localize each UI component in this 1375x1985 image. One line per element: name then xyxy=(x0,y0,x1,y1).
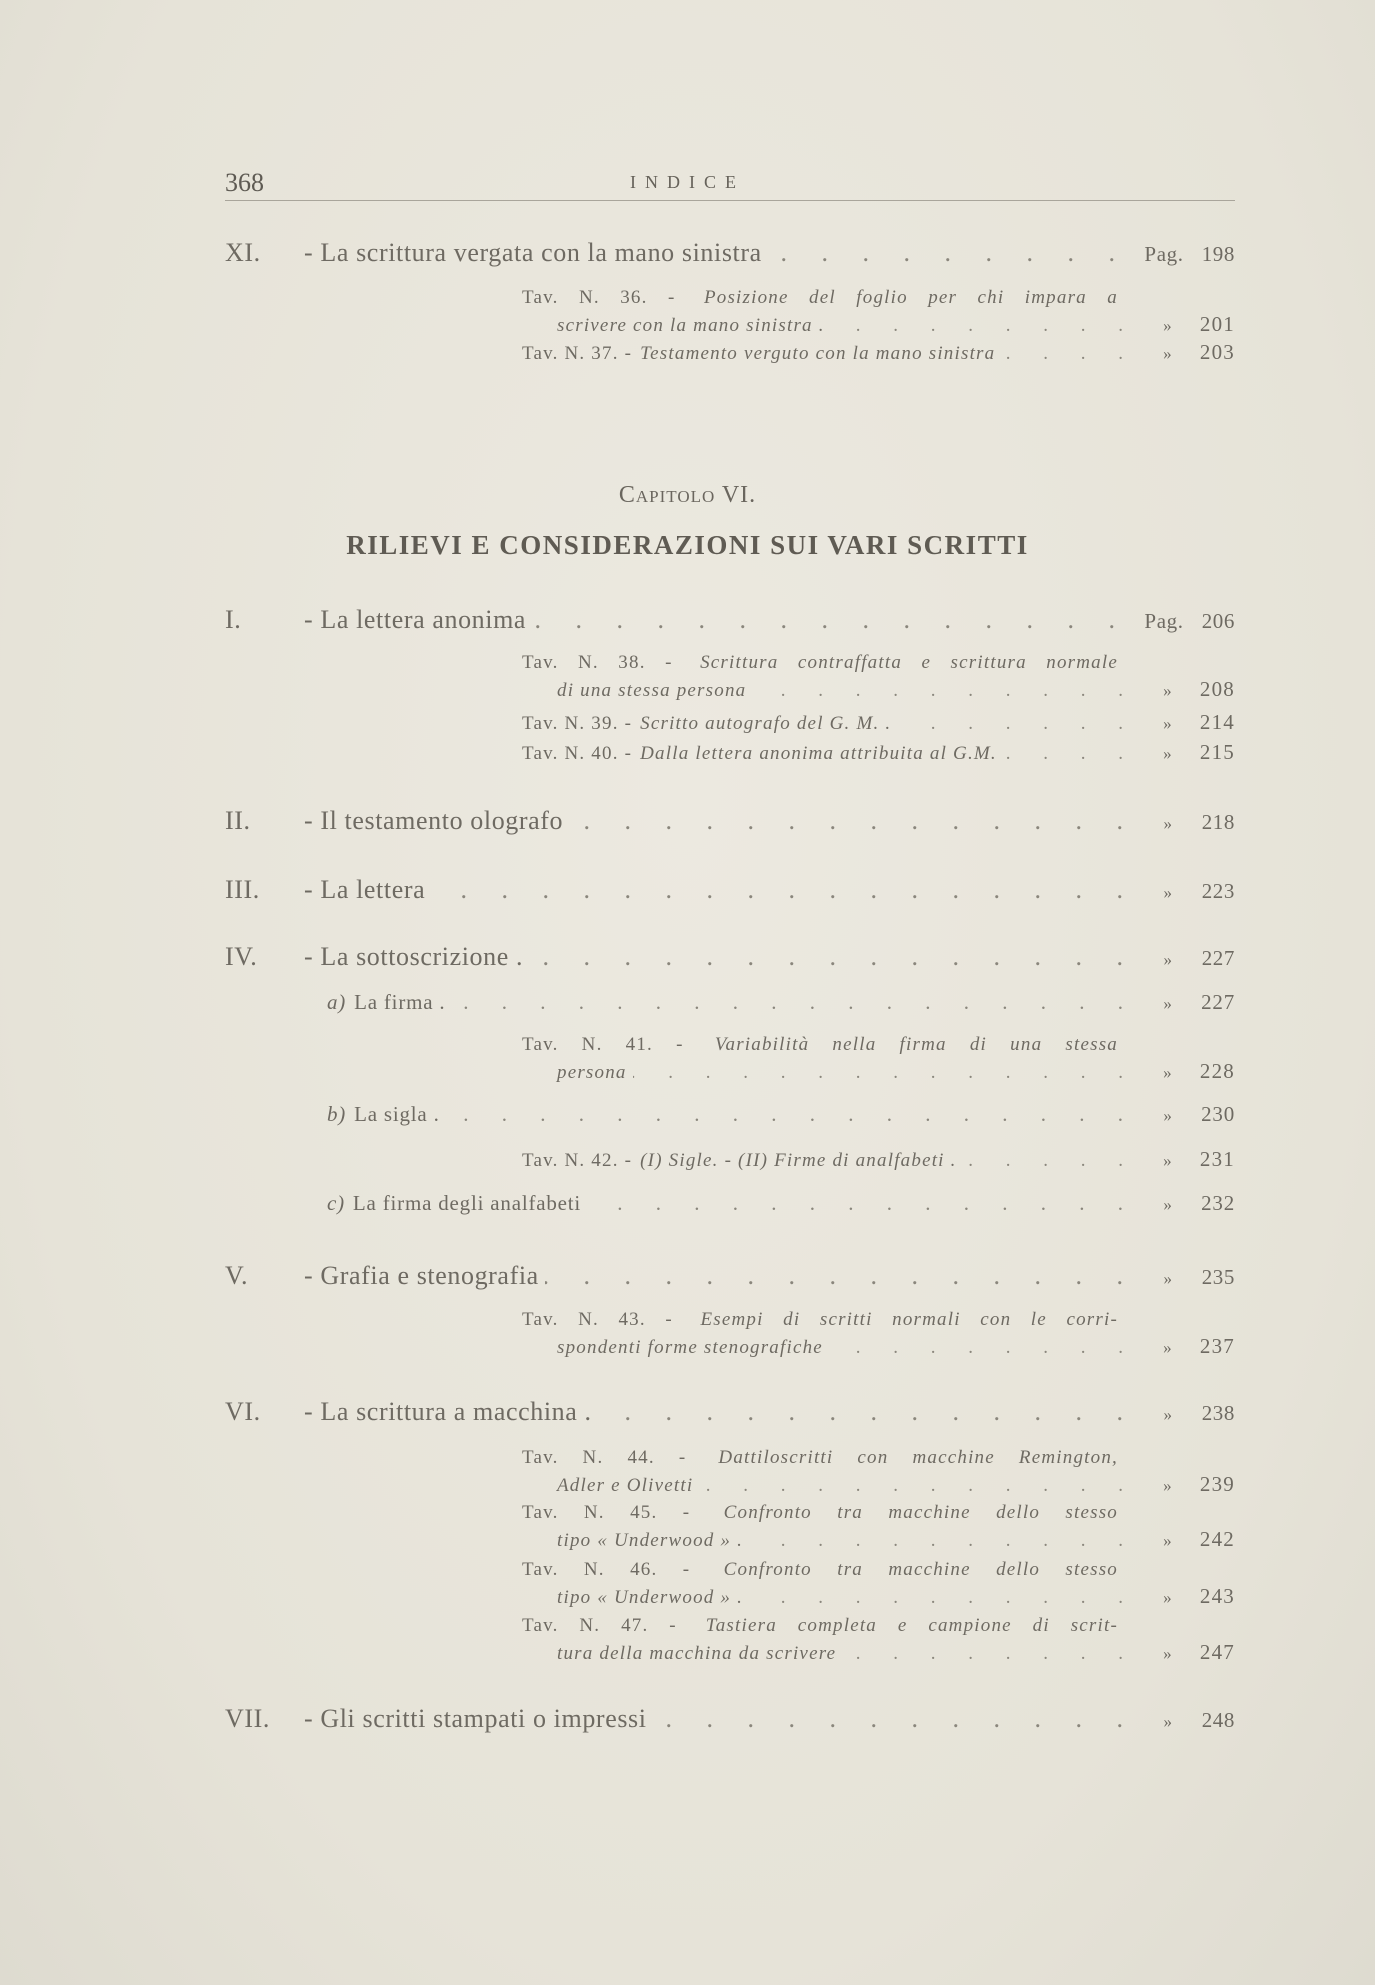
header-rule xyxy=(225,200,1235,201)
page-marker: » xyxy=(1163,1476,1173,1495)
entry-page-number: 223 xyxy=(1201,879,1235,903)
entry-page-number: 242 xyxy=(1199,1527,1235,1551)
plate-title-line2: tipo « Underwood » . xyxy=(557,1587,744,1608)
plate-number: Tav. N. 39. - xyxy=(522,713,633,734)
page-marker: Pag. xyxy=(1144,242,1184,266)
entry-page-number: 247 xyxy=(1199,1640,1235,1664)
plate-entry-line1 xyxy=(522,287,1118,309)
plate-entry-line2 xyxy=(557,1584,1235,1609)
section-numeral: III. xyxy=(225,875,260,904)
plate-entry-line1 xyxy=(522,1559,1118,1581)
entry-page-number: 206 xyxy=(1201,609,1235,633)
plate-entry-line2 xyxy=(557,1472,1235,1497)
entry-page-number: 214 xyxy=(1199,710,1235,734)
plate-title-line2: scrivere con la mano sinistra . xyxy=(557,315,825,336)
page-marker: » xyxy=(1163,681,1173,700)
entry-page-number: 243 xyxy=(1199,1584,1235,1608)
toc-section-entry xyxy=(225,238,1235,268)
page-marker: Pag. xyxy=(1144,609,1184,633)
dot-leader xyxy=(569,806,1137,836)
page-marker: » xyxy=(1163,1405,1173,1424)
entry-page-number: 227 xyxy=(1201,990,1235,1014)
page-marker: » xyxy=(1163,1644,1173,1663)
plate-title: Scritto autografo del G. M. . xyxy=(640,713,892,734)
plate-number: Tav. N. 45. - xyxy=(522,1502,691,1523)
toc-plate-entry xyxy=(522,740,1235,765)
section-title: - Gli scritti stampati o impressi xyxy=(304,1704,647,1733)
entry-page-number: 201 xyxy=(1199,312,1235,336)
dot-leader xyxy=(653,1704,1137,1734)
plate-entry-line1 xyxy=(522,652,1118,674)
plate-title-line2: tipo « Underwood » . xyxy=(557,1530,744,1551)
dot-leader xyxy=(768,238,1129,268)
section-numeral: XI. xyxy=(225,238,261,267)
chapter-label: Capitolo VI. xyxy=(618,482,757,508)
toc-section-entry xyxy=(225,1397,1235,1427)
plate-number: Tav. N. 36. - xyxy=(522,287,676,308)
entry-page-number: 238 xyxy=(1201,1401,1235,1425)
toc-section-entry xyxy=(225,605,1235,635)
page-marker: » xyxy=(1163,1151,1173,1170)
plate-entry-line1 xyxy=(522,1309,1118,1331)
page-marker: » xyxy=(1163,1531,1173,1550)
entry-page-number: 248 xyxy=(1201,1708,1235,1732)
dot-leader xyxy=(1003,743,1137,765)
page-number: 368 xyxy=(225,168,264,197)
plate-title-line1: Confronto tra macchine dello stesso xyxy=(723,1502,1118,1523)
running-header-title: INDICE xyxy=(630,172,745,192)
plate-number: Tav. N. 40. - xyxy=(522,743,633,764)
plate-title-line2: Adler e Olivetti xyxy=(557,1475,694,1496)
dot-leader xyxy=(598,1397,1137,1427)
dot-leader xyxy=(842,1643,1137,1665)
toc-subsection-entry xyxy=(327,1102,1235,1127)
plate-title-line2: tura della macchina da scrivere xyxy=(557,1643,837,1664)
dot-leader xyxy=(1001,343,1137,365)
dot-leader xyxy=(451,990,1137,1015)
entry-page-number: 239 xyxy=(1199,1472,1235,1496)
toc-plate-entry xyxy=(522,710,1235,735)
dot-leader xyxy=(831,315,1137,337)
subsection-letter: a) xyxy=(327,990,347,1014)
section-title: - La lettera xyxy=(304,875,426,904)
page-marker: » xyxy=(1163,1338,1173,1357)
dot-leader xyxy=(749,1530,1137,1552)
dot-leader xyxy=(749,1587,1137,1609)
entry-page-number: 198 xyxy=(1201,242,1235,266)
plate-entry-line2 xyxy=(557,1527,1235,1552)
entry-page-number: 231 xyxy=(1199,1147,1235,1171)
page-marker: » xyxy=(1163,950,1173,969)
section-title: - La scrittura vergata con la mano sinistra xyxy=(304,238,762,267)
toc-section-entry xyxy=(225,942,1235,972)
subsection-letter: c) xyxy=(327,1191,345,1215)
subsection-title: La firma . xyxy=(354,990,446,1014)
plate-title-line1: Scrittura contraffatta e scrittura normale xyxy=(700,652,1118,673)
plate-number: Tav. N. 42. - xyxy=(522,1150,633,1171)
section-numeral: IV. xyxy=(225,942,258,971)
toc-section-entry xyxy=(225,875,1235,905)
entry-page-number: 227 xyxy=(1201,946,1235,970)
page-marker: » xyxy=(1163,1063,1173,1082)
plate-entry-line2 xyxy=(557,1640,1235,1665)
dot-leader xyxy=(532,605,1129,635)
dot-leader xyxy=(587,1191,1137,1216)
section-title: - Grafia e stenografia xyxy=(304,1261,539,1290)
plate-number: Tav. N. 43. - xyxy=(522,1309,673,1330)
entry-page-number: 218 xyxy=(1201,810,1235,834)
plate-number: Tav. N. 41. - xyxy=(522,1034,684,1055)
section-numeral: I. xyxy=(225,605,242,634)
entry-page-number: 228 xyxy=(1199,1059,1235,1083)
plate-title-line1: Variabilità nella firma di una stessa xyxy=(714,1034,1118,1055)
plate-title: Testamento verguto con la mano sinistra xyxy=(640,343,996,364)
plate-title-line2: persona xyxy=(557,1062,627,1083)
dot-leader xyxy=(431,875,1137,905)
plate-entry-line2 xyxy=(557,312,1235,337)
plate-number: Tav. N. 37. - xyxy=(522,343,633,364)
dot-leader xyxy=(529,942,1137,972)
dot-leader xyxy=(829,1337,1137,1359)
page-marker: » xyxy=(1163,883,1173,902)
toc-subsection-entry xyxy=(327,990,1235,1015)
plate-number: Tav. N. 46. - xyxy=(522,1559,691,1580)
section-title: - Il testamento olografo xyxy=(304,806,564,835)
plate-title-line1: Dattiloscritti con macchine Remington, xyxy=(718,1447,1118,1468)
entry-page-number: 237 xyxy=(1199,1334,1235,1358)
plate-entry-line1 xyxy=(522,1034,1118,1056)
entry-page-number: 232 xyxy=(1201,1191,1235,1215)
subsection-letter: b) xyxy=(327,1102,347,1126)
section-title: - La lettera anonima xyxy=(304,605,527,634)
page-marker: » xyxy=(1163,1269,1173,1288)
plate-title-line1: Esempi di scritti normali con le corri- xyxy=(700,1309,1118,1330)
plate-title-line1: Posizione del foglio per chi impara a xyxy=(703,287,1118,308)
plate-number: Tav. N. 47. - xyxy=(522,1615,677,1636)
page-marker: » xyxy=(1163,1195,1173,1214)
subsection-title: La firma degli analfabeti xyxy=(352,1191,582,1215)
entry-page-number: 208 xyxy=(1199,677,1235,701)
dot-leader xyxy=(752,680,1137,702)
dot-leader xyxy=(545,1261,1137,1291)
section-title: - La sottoscrizione . xyxy=(304,942,524,971)
toc-section-entry xyxy=(225,806,1235,836)
page-marker: » xyxy=(1163,744,1173,763)
entry-page-number: 235 xyxy=(1201,1265,1235,1289)
section-numeral: VII. xyxy=(225,1704,270,1733)
entry-page-number: 203 xyxy=(1199,340,1235,364)
page-marker: » xyxy=(1163,344,1173,363)
section-numeral: II. xyxy=(225,806,251,835)
plate-title-line2: di una stessa persona xyxy=(557,680,747,701)
plate-title-line1: Confronto tra macchine dello stesso xyxy=(723,1559,1118,1580)
dot-leader xyxy=(963,1150,1137,1172)
page-marker: » xyxy=(1163,994,1173,1013)
plate-entry-line1 xyxy=(522,1502,1118,1524)
toc-plate-entry xyxy=(522,1147,1235,1172)
plate-title-line1: Tastiera completa e campione di scrit- xyxy=(705,1615,1118,1636)
plate-number: Tav. N. 44. - xyxy=(522,1447,687,1468)
section-numeral: VI. xyxy=(225,1397,261,1426)
page-marker: » xyxy=(1163,1712,1173,1731)
toc-section-entry xyxy=(225,1704,1235,1734)
plate-title: Dalla lettera anonima attribuita al G.M. xyxy=(640,743,997,764)
toc-section-entry xyxy=(225,1261,1235,1291)
subsection-title: La sigla . xyxy=(354,1102,440,1126)
dot-leader xyxy=(633,1062,1137,1084)
page-marker: » xyxy=(1163,814,1173,833)
section-numeral: V. xyxy=(225,1261,249,1290)
plate-title-line2: spondenti forme stenografiche xyxy=(557,1337,823,1358)
toc-plate-entry xyxy=(522,340,1235,365)
plate-entry-line1 xyxy=(522,1615,1118,1637)
plate-entry-line2 xyxy=(557,677,1235,702)
dot-leader xyxy=(699,1475,1137,1497)
page-marker: » xyxy=(1163,1588,1173,1607)
plate-entry-line2 xyxy=(557,1334,1235,1359)
section-title: - La scrittura a macchina . xyxy=(304,1397,592,1426)
entry-page-number: 230 xyxy=(1201,1102,1235,1126)
plate-entry-line1 xyxy=(522,1447,1118,1469)
plate-title: (I) Sigle. - (II) Firme di analfabeti . xyxy=(640,1150,957,1171)
toc-subsection-entry xyxy=(327,1191,1235,1216)
page-marker: » xyxy=(1163,714,1173,733)
dot-leader xyxy=(897,713,1137,735)
plate-number: Tav. N. 38. - xyxy=(522,652,673,673)
plate-entry-line2 xyxy=(557,1059,1235,1084)
chapter-title: RILIEVI E CONSIDERAZIONI SUI VARI SCRITTI xyxy=(346,530,1029,560)
page-marker: » xyxy=(1163,1106,1173,1125)
entry-page-number: 215 xyxy=(1199,740,1235,764)
page-marker: » xyxy=(1163,316,1173,335)
dot-leader xyxy=(446,1102,1137,1127)
